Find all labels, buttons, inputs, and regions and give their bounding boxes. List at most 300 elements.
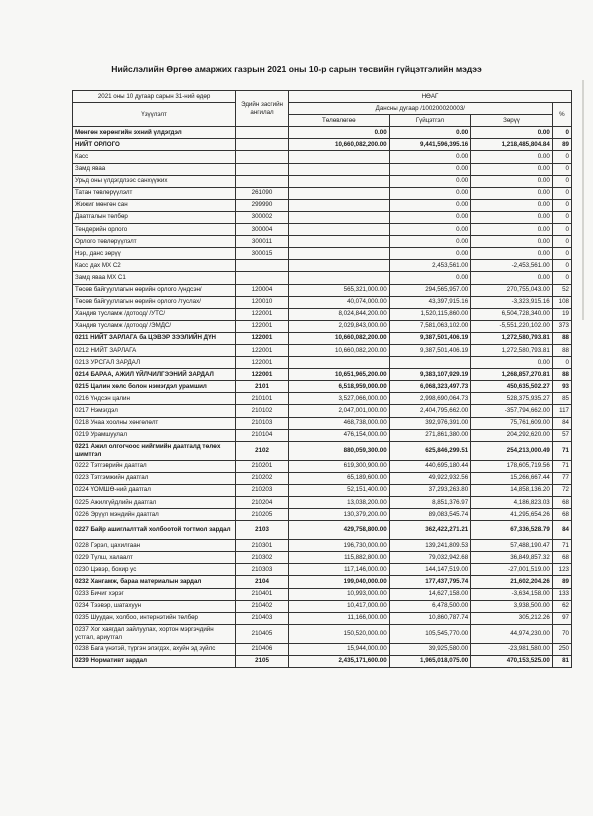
row-percent: 77 xyxy=(552,472,571,484)
row-difference: 3,938,500.00 xyxy=(471,600,553,612)
row-plan: 6,518,959,000.00 xyxy=(288,381,389,393)
row-execution: 1,520,115,860.00 xyxy=(389,308,471,320)
row-percent: 70 xyxy=(552,624,571,643)
row-percent: 72 xyxy=(552,484,571,496)
page-title: Нийслэлийн Өргөө амаржих газрын 2021 оны 10-р сарын төсвийн гүйцэтгэлийн мэдээ xyxy=(111,64,482,74)
row-plan: 15,944,000.00 xyxy=(288,643,389,655)
table-row xyxy=(73,624,572,643)
row-difference: 0.00 xyxy=(471,199,553,211)
row-plan: 196,730,000.00 xyxy=(288,540,389,552)
row-difference: 0.00 xyxy=(471,224,553,236)
row-percent: 0 xyxy=(552,272,571,284)
row-plan: 2,435,171,600.00 xyxy=(288,655,389,667)
row-execution: 6,068,323,497.73 xyxy=(389,381,471,393)
header-indicator: Үзүүлэлт xyxy=(73,103,236,127)
row-econ-code: 210201 xyxy=(236,460,289,472)
table-row xyxy=(73,393,572,405)
row-econ-code: 300004 xyxy=(236,224,289,236)
row-difference: 15,266,667.44 xyxy=(471,472,553,484)
row-plan xyxy=(288,260,389,272)
row-difference: 1,272,580,793.81 xyxy=(471,332,553,344)
row-plan: 130,379,200.00 xyxy=(288,509,389,521)
table-row xyxy=(73,381,572,393)
row-difference: -3,634,158.00 xyxy=(471,588,553,600)
row-econ-code: 261090 xyxy=(236,187,289,199)
table-row xyxy=(73,600,572,612)
row-plan: 8,024,844,200.00 xyxy=(288,308,389,320)
row-name: НИЙТ ОРЛОГО xyxy=(73,139,236,151)
row-name: Төсөв байгууллагын өөрийн орлого /үндсэн/ xyxy=(73,284,236,296)
row-plan: 52,151,400.00 xyxy=(288,484,389,496)
row-econ-code: 122001 xyxy=(236,332,289,344)
row-execution: 1,965,018,075.00 xyxy=(389,655,471,667)
row-name: Төсөв байгууллагын өөрийн орлого /туслах/ xyxy=(73,296,236,308)
row-execution: 39,925,580.00 xyxy=(389,643,471,655)
header-account: Дансны дугаар /100200020003/ xyxy=(288,103,552,115)
row-percent: 84 xyxy=(552,521,571,540)
table-row xyxy=(73,521,572,540)
budget-execution-table xyxy=(72,90,572,668)
row-execution: 0.00 xyxy=(389,127,471,139)
table-row xyxy=(73,272,572,284)
row-difference: 14,858,136.20 xyxy=(471,484,553,496)
row-difference: 21,602,204.26 xyxy=(471,576,553,588)
table-row xyxy=(73,248,572,260)
row-plan xyxy=(288,236,389,248)
row-difference: 528,375,935.27 xyxy=(471,393,553,405)
table-row xyxy=(73,417,572,429)
row-percent: 0 xyxy=(552,151,571,163)
header-execution: Гүйцэтгэл xyxy=(389,115,471,127)
row-percent: 0 xyxy=(552,163,571,175)
row-percent: 133 xyxy=(552,588,571,600)
row-percent: 71 xyxy=(552,441,571,460)
row-plan: 565,321,000.00 xyxy=(288,284,389,296)
row-econ-code: 210406 xyxy=(236,643,289,655)
row-difference: 450,635,502.27 xyxy=(471,381,553,393)
table-row xyxy=(73,284,572,296)
row-plan: 65,189,600.00 xyxy=(288,472,389,484)
row-difference: 204,292,620.00 xyxy=(471,429,553,441)
row-name: 0219 Урамшуулал xyxy=(73,429,236,441)
row-name: Жижиг мөнгөн сан xyxy=(73,199,236,211)
row-difference: -357,794,662.00 xyxy=(471,405,553,417)
row-name: Тендерийн орлого xyxy=(73,224,236,236)
row-difference: 0.00 xyxy=(471,163,553,175)
row-execution: 440,695,180.44 xyxy=(389,460,471,472)
row-name: 0230 Цэвэр, бохир ус xyxy=(73,564,236,576)
row-execution: 8,851,376.97 xyxy=(389,497,471,509)
row-execution: 0.00 xyxy=(389,187,471,199)
table-row xyxy=(73,127,572,139)
row-plan: 13,038,200.00 xyxy=(288,497,389,509)
row-execution: 105,545,770.00 xyxy=(389,624,471,643)
row-name: 0212 НИЙТ ЗАРЛАГА xyxy=(73,344,236,356)
row-execution: 144,147,519.00 xyxy=(389,564,471,576)
row-percent: 68 xyxy=(552,497,571,509)
row-execution: 37,293,263.80 xyxy=(389,484,471,496)
table-row xyxy=(73,151,572,163)
row-plan: 199,040,000.00 xyxy=(288,576,389,588)
row-difference: 178,605,719.56 xyxy=(471,460,553,472)
row-econ-code: 122001 xyxy=(236,320,289,332)
row-econ-code: 210103 xyxy=(236,417,289,429)
row-percent: 19 xyxy=(552,308,571,320)
row-execution: 2,998,690,064.73 xyxy=(389,393,471,405)
row-execution: 0.00 xyxy=(389,272,471,284)
row-econ-code xyxy=(236,163,289,175)
row-percent: 0 xyxy=(552,357,571,369)
row-econ-code: 210303 xyxy=(236,564,289,576)
table-row xyxy=(73,236,572,248)
row-percent: 68 xyxy=(552,509,571,521)
row-plan xyxy=(288,175,389,187)
row-percent: 52 xyxy=(552,284,571,296)
row-name: 0235 Шуудан, холбоо, интернэтийн төлбөр xyxy=(73,612,236,624)
row-percent: 117 xyxy=(552,405,571,417)
row-plan: 40,074,000.00 xyxy=(288,296,389,308)
row-name: Татан төвлөрүүлэлт xyxy=(73,187,236,199)
row-plan: 476,154,000.00 xyxy=(288,429,389,441)
table-row xyxy=(73,588,572,600)
row-percent: 93 xyxy=(552,381,571,393)
row-execution: 294,565,957.00 xyxy=(389,284,471,296)
row-name: Хандив тусламж /дотоод/ /ЭМДС/ xyxy=(73,320,236,332)
row-percent: 97 xyxy=(552,612,571,624)
row-execution: 2,453,561.00 xyxy=(389,260,471,272)
table-row xyxy=(73,139,572,151)
row-difference: 0.00 xyxy=(471,211,553,223)
row-plan: 150,520,000.00 xyxy=(288,624,389,643)
row-econ-code: 210401 xyxy=(236,588,289,600)
table-row xyxy=(73,260,572,272)
row-name: 0225 Ажилгүйдлийн даатгал xyxy=(73,497,236,509)
table-row xyxy=(73,497,572,509)
row-name: Орлого төвлөрүүлэлт xyxy=(73,236,236,248)
row-name: 0215 Цалин хөлс болон нэмэгдэл урамшил xyxy=(73,381,236,393)
table-row xyxy=(73,552,572,564)
row-difference: 57,488,190.47 xyxy=(471,540,553,552)
row-percent: 88 xyxy=(552,344,571,356)
header-difference: Зөрүү xyxy=(471,115,553,127)
table-row xyxy=(73,429,572,441)
row-plan xyxy=(288,151,389,163)
row-plan: 880,059,300.00 xyxy=(288,441,389,460)
row-plan: 2,029,843,000.00 xyxy=(288,320,389,332)
row-econ-code: 122001 xyxy=(236,357,289,369)
table-row xyxy=(73,320,572,332)
table-row xyxy=(73,211,572,223)
row-name: Нэр, данс зөрүү xyxy=(73,248,236,260)
row-name: Замд яваа xyxy=(73,163,236,175)
row-name: 0224 ҮОМШӨ-ний даатгал xyxy=(73,484,236,496)
table-row xyxy=(73,612,572,624)
row-percent: 68 xyxy=(552,552,571,564)
row-name: 0213 УРСГАЛ ЗАРДАЛ xyxy=(73,357,236,369)
row-name: Мөнгөн хөрөнгийн эхний үлдэгдэл xyxy=(73,127,236,139)
row-execution: 43,397,915.16 xyxy=(389,296,471,308)
row-plan xyxy=(288,199,389,211)
row-econ-code: 122001 xyxy=(236,369,289,381)
row-econ-code: 210301 xyxy=(236,540,289,552)
row-plan xyxy=(288,248,389,260)
row-econ-code: 2103 xyxy=(236,521,289,540)
row-name: Урьд оны үлдэгдлээс санхүүжих xyxy=(73,175,236,187)
row-econ-code: 210402 xyxy=(236,600,289,612)
row-execution: 7,581,063,102.00 xyxy=(389,320,471,332)
row-plan: 10,660,082,200.00 xyxy=(288,344,389,356)
row-econ-code xyxy=(236,260,289,272)
row-plan: 3,527,066,000.00 xyxy=(288,393,389,405)
row-execution: 6,478,500.00 xyxy=(389,600,471,612)
table-row xyxy=(73,576,572,588)
table-row xyxy=(73,175,572,187)
row-econ-code: 2101 xyxy=(236,381,289,393)
row-percent: 88 xyxy=(552,369,571,381)
row-name: 0223 Тэтгэмжийн даатгал xyxy=(73,472,236,484)
row-difference: 1,218,485,804.84 xyxy=(471,139,553,151)
row-plan: 429,758,800.00 xyxy=(288,521,389,540)
row-econ-code: 210205 xyxy=(236,509,289,521)
row-difference: -27,001,519.00 xyxy=(471,564,553,576)
row-execution: 0.00 xyxy=(389,163,471,175)
row-plan: 117,146,000.00 xyxy=(288,564,389,576)
row-percent: 250 xyxy=(552,643,571,655)
row-econ-code xyxy=(236,272,289,284)
row-name: 0232 Хангамж, бараа материалын зардал xyxy=(73,576,236,588)
row-percent: 373 xyxy=(552,320,571,332)
row-execution: 49,922,932.56 xyxy=(389,472,471,484)
row-plan xyxy=(288,187,389,199)
row-execution: 625,846,299.51 xyxy=(389,441,471,460)
row-plan: 619,300,900.00 xyxy=(288,460,389,472)
row-difference: 0.00 xyxy=(471,127,553,139)
row-execution: 0.00 xyxy=(389,236,471,248)
table-row xyxy=(73,540,572,552)
row-name: 0237 Хог хаягдал зайлуулах, хортон мэргэчдийн устгал, ариутгал xyxy=(73,624,236,643)
row-execution: 0.00 xyxy=(389,175,471,187)
scan-edge-mark xyxy=(582,80,584,320)
row-execution: 9,387,501,406.19 xyxy=(389,332,471,344)
row-percent: 71 xyxy=(552,540,571,552)
row-difference: 0.00 xyxy=(471,187,553,199)
row-name: Хандив тусламж /дотоод/ /УТС/ xyxy=(73,308,236,320)
row-name: 0227 Байр ашиглалттай холбоотой тогтмол зардал xyxy=(73,521,236,540)
row-difference: 470,153,525.00 xyxy=(471,655,553,667)
table-row xyxy=(73,509,572,521)
row-econ-code: 210302 xyxy=(236,552,289,564)
row-plan: 10,660,082,200.00 xyxy=(288,332,389,344)
row-execution: 0.00 xyxy=(389,248,471,260)
row-econ-code xyxy=(236,175,289,187)
row-econ-code: 120004 xyxy=(236,284,289,296)
table-row xyxy=(73,296,572,308)
row-percent: 57 xyxy=(552,429,571,441)
row-execution: 362,422,271.21 xyxy=(389,521,471,540)
row-execution: 9,441,596,395.16 xyxy=(389,139,471,151)
table-row xyxy=(73,308,572,320)
row-execution: 392,976,391.00 xyxy=(389,417,471,429)
row-plan: 10,993,000.00 xyxy=(288,588,389,600)
table-row xyxy=(73,484,572,496)
row-econ-code: 210101 xyxy=(236,393,289,405)
row-execution: 79,032,942.68 xyxy=(389,552,471,564)
row-econ-code: 2104 xyxy=(236,576,289,588)
row-difference: 75,761,609.00 xyxy=(471,417,553,429)
table-row xyxy=(73,643,572,655)
row-name: 0221 Ажил олгогчоос нийгмийн даатгалд төлөх шимтгэл xyxy=(73,441,236,460)
row-percent: 0 xyxy=(552,260,571,272)
header-percent: % xyxy=(552,103,571,127)
row-execution: 0.00 xyxy=(389,151,471,163)
row-percent: 0 xyxy=(552,248,571,260)
row-difference: 4,186,823.03 xyxy=(471,497,553,509)
row-name: 0239 Нормативт зардал xyxy=(73,655,236,667)
row-econ-code: 300015 xyxy=(236,248,289,260)
row-difference: -23,981,580.00 xyxy=(471,643,553,655)
row-name: 0216 Үндсэн цалин xyxy=(73,393,236,405)
row-difference: -2,453,561.00 xyxy=(471,260,553,272)
row-plan xyxy=(288,163,389,175)
row-econ-code: 122001 xyxy=(236,344,289,356)
table-row xyxy=(73,441,572,460)
table-row xyxy=(73,564,572,576)
row-econ-code: 300011 xyxy=(236,236,289,248)
row-difference: 270,755,043.00 xyxy=(471,284,553,296)
row-execution: 271,861,380.00 xyxy=(389,429,471,441)
row-difference: 254,213,000.49 xyxy=(471,441,553,460)
row-difference: 0.00 xyxy=(471,236,553,248)
table-row xyxy=(73,369,572,381)
row-percent: 71 xyxy=(552,460,571,472)
header-plan: Төлөвлөгөө xyxy=(288,115,389,127)
row-percent: 0 xyxy=(552,175,571,187)
row-difference: 6,504,728,340.00 xyxy=(471,308,553,320)
table-row xyxy=(73,460,572,472)
row-percent: 62 xyxy=(552,600,571,612)
row-name: Касс xyxy=(73,151,236,163)
row-econ-code: 299990 xyxy=(236,199,289,211)
row-plan: 10,651,965,200.00 xyxy=(288,369,389,381)
row-name: 0229 Түлш, халаалт xyxy=(73,552,236,564)
row-percent: 0 xyxy=(552,127,571,139)
row-execution: 139,241,809.53 xyxy=(389,540,471,552)
row-name: 0228 Гэрэл, цахилгаан xyxy=(73,540,236,552)
row-execution: 9,387,501,406.19 xyxy=(389,344,471,356)
row-plan: 10,660,082,200.00 xyxy=(288,139,389,151)
row-name: 0222 Тэтгэврийн даатгал xyxy=(73,460,236,472)
row-name: Даатгалын төлбөр xyxy=(73,211,236,223)
row-econ-code xyxy=(236,127,289,139)
row-percent: 81 xyxy=(552,655,571,667)
header-date: 2021 оны 10 дугаар сарын 31-ний өдөр xyxy=(73,91,236,103)
row-econ-code: 122001 xyxy=(236,308,289,320)
table-row xyxy=(73,163,572,175)
header-econ-code: Эдийн засгийн ангилал xyxy=(236,91,289,127)
row-percent: 0 xyxy=(552,199,571,211)
row-difference: 44,974,230.00 xyxy=(471,624,553,643)
table-row xyxy=(73,655,572,667)
row-difference: 1,268,857,270.81 xyxy=(471,369,553,381)
row-execution: 9,383,107,929.19 xyxy=(389,369,471,381)
row-difference: -3,323,915.16 xyxy=(471,296,553,308)
table-row xyxy=(73,224,572,236)
row-plan xyxy=(288,224,389,236)
row-econ-code: 300002 xyxy=(236,211,289,223)
table-row xyxy=(73,405,572,417)
row-percent: 88 xyxy=(552,332,571,344)
row-name: 0211 НИЙТ ЗАРЛАГА ба ЦЭВЭР ЗЭЭЛИЙН ДҮН xyxy=(73,332,236,344)
row-percent: 0 xyxy=(552,211,571,223)
header-total: НӨАГ xyxy=(288,91,571,103)
row-difference: 1,272,580,793.81 xyxy=(471,344,553,356)
table-row xyxy=(73,187,572,199)
table-row xyxy=(73,344,572,356)
row-plan: 10,417,000.00 xyxy=(288,600,389,612)
row-execution: 177,437,795.74 xyxy=(389,576,471,588)
row-plan: 115,882,800.00 xyxy=(288,552,389,564)
row-difference: 0.00 xyxy=(471,175,553,187)
row-difference: 0.00 xyxy=(471,357,553,369)
row-econ-code: 210104 xyxy=(236,429,289,441)
row-econ-code: 210204 xyxy=(236,497,289,509)
row-percent: 108 xyxy=(552,296,571,308)
row-econ-code: 210202 xyxy=(236,472,289,484)
row-plan xyxy=(288,272,389,284)
row-percent: 0 xyxy=(552,236,571,248)
row-plan: 0.00 xyxy=(288,127,389,139)
row-difference: 41,295,654.26 xyxy=(471,509,553,521)
row-difference: 0.00 xyxy=(471,151,553,163)
row-difference: 0.00 xyxy=(471,248,553,260)
row-econ-code: 2105 xyxy=(236,655,289,667)
row-plan xyxy=(288,211,389,223)
row-percent: 0 xyxy=(552,187,571,199)
row-percent: 89 xyxy=(552,576,571,588)
row-name: 0234 Тээвэр, шатахуун xyxy=(73,600,236,612)
row-percent: 89 xyxy=(552,139,571,151)
row-execution: 0.00 xyxy=(389,211,471,223)
row-percent: 123 xyxy=(552,564,571,576)
row-difference: 305,212.26 xyxy=(471,612,553,624)
row-econ-code: 2102 xyxy=(236,441,289,460)
row-name: 0217 Нэмэгдэл xyxy=(73,405,236,417)
row-difference: 67,336,528.79 xyxy=(471,521,553,540)
row-plan: 11,166,000.00 xyxy=(288,612,389,624)
row-plan xyxy=(288,357,389,369)
table-row xyxy=(73,199,572,211)
row-difference: 36,849,857.32 xyxy=(471,552,553,564)
row-percent: 85 xyxy=(552,393,571,405)
row-difference: 0.00 xyxy=(471,272,553,284)
row-econ-code: 120010 xyxy=(236,296,289,308)
row-execution: 10,860,787.74 xyxy=(389,612,471,624)
row-econ-code: 210405 xyxy=(236,624,289,643)
row-name: 0214 БАРАА, АЖИЛ ҮЙЛЧИЛГЭЭНИЙ ЗАРДАЛ xyxy=(73,369,236,381)
row-name: 0218 Унаа хоолны хөнгөлөлт xyxy=(73,417,236,429)
table-row xyxy=(73,357,572,369)
row-econ-code: 210102 xyxy=(236,405,289,417)
row-execution: 2,404,795,662.00 xyxy=(389,405,471,417)
row-econ-code xyxy=(236,139,289,151)
row-execution: 14,627,158.00 xyxy=(389,588,471,600)
row-plan: 2,047,001,000.00 xyxy=(288,405,389,417)
table-row xyxy=(73,332,572,344)
row-econ-code xyxy=(236,151,289,163)
row-execution xyxy=(389,357,471,369)
row-percent: 84 xyxy=(552,417,571,429)
row-name: Замд яваа МХ С1 xyxy=(73,272,236,284)
